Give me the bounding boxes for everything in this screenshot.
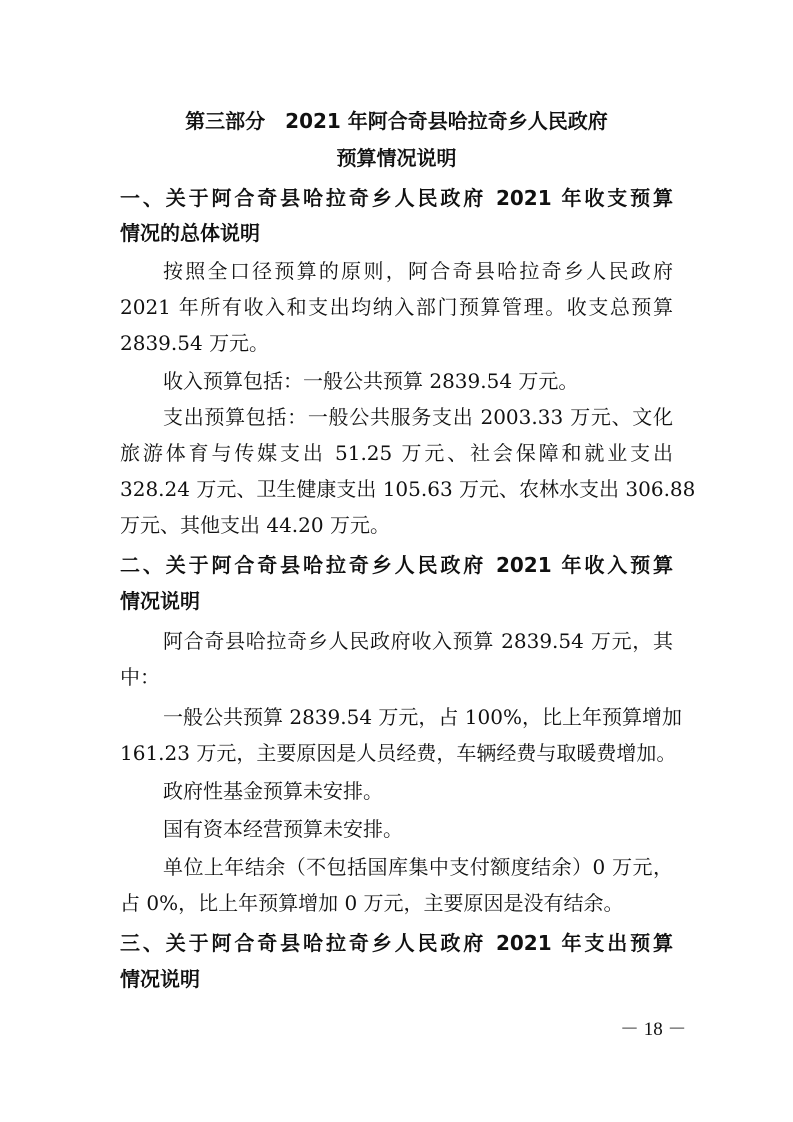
document-title-line2: 预算情况说明 xyxy=(336,146,457,170)
section1-para2-line1: 收入预算包括：一般公共预算 2839.54 万元。 xyxy=(163,369,579,393)
section2-para2-line2: 161.23 万元，主要原因是人员经费，车辆经费与取暖费增加。 xyxy=(120,741,677,765)
section3-heading-line1: 三、关于阿合奇县哈拉奇乡人民政府 2021 年支出预算 xyxy=(120,931,673,955)
section1-para3-line3: 328.24 万元、卫生健康支出 105.63 万元、农林水支出 306.88 xyxy=(120,477,696,501)
section2-para5-line2: 占 0%，比上年预算增加 0 万元，主要原因是没有结余。 xyxy=(120,891,624,915)
section2-para2-line1: 一般公共预算 2839.54 万元，占 100%，比上年预算增加 xyxy=(163,705,682,729)
section1-heading-line2: 情况的总体说明 xyxy=(120,221,260,245)
section2-para3-line1: 政府性基金预算未安排。 xyxy=(163,779,383,803)
section2-para1-line1: 阿合奇县哈拉奇乡人民政府收入预算 2839.54 万元，其 xyxy=(163,629,673,653)
section1-heading-line1: 一、关于阿合奇县哈拉奇乡人民政府 2021 年收支预算 xyxy=(120,186,673,210)
section1-para3-line2: 旅游体育与传媒支出 51.25 万元、社会保障和就业支出 xyxy=(120,441,673,465)
section3-heading-line2: 情况说明 xyxy=(120,967,200,991)
document-title-line1: 第三部分 2021 年阿合奇县哈拉奇乡人民政府 xyxy=(185,109,608,133)
section2-heading-line1: 二、关于阿合奇县哈拉奇乡人民政府 2021 年收入预算 xyxy=(120,553,673,577)
section2-para5-line1: 单位上年结余（不包括国库集中支付额度结余）0 万元， xyxy=(163,855,673,879)
section1-para3-line4: 万元、其他支出 44.20 万元。 xyxy=(120,513,390,537)
section2-heading-line2: 情况说明 xyxy=(120,589,200,613)
section1-para1-line3: 2839.54 万元。 xyxy=(120,331,270,355)
section1-para3-line1: 支出预算包括：一般公共服务支出 2003.33 万元、文化 xyxy=(163,405,673,429)
section1-para1-line2: 2021 年所有收入和支出均纳入部门预算管理。收支总预算 xyxy=(120,295,673,319)
section2-para4-line1: 国有资本经营预算未安排。 xyxy=(163,817,403,841)
section2-para1-line2: 中： xyxy=(120,665,160,689)
page-number: － 18 － xyxy=(620,1019,687,1040)
section1-para1-line1: 按照全口径预算的原则，阿合奇县哈拉奇乡人民政府 xyxy=(163,259,673,283)
